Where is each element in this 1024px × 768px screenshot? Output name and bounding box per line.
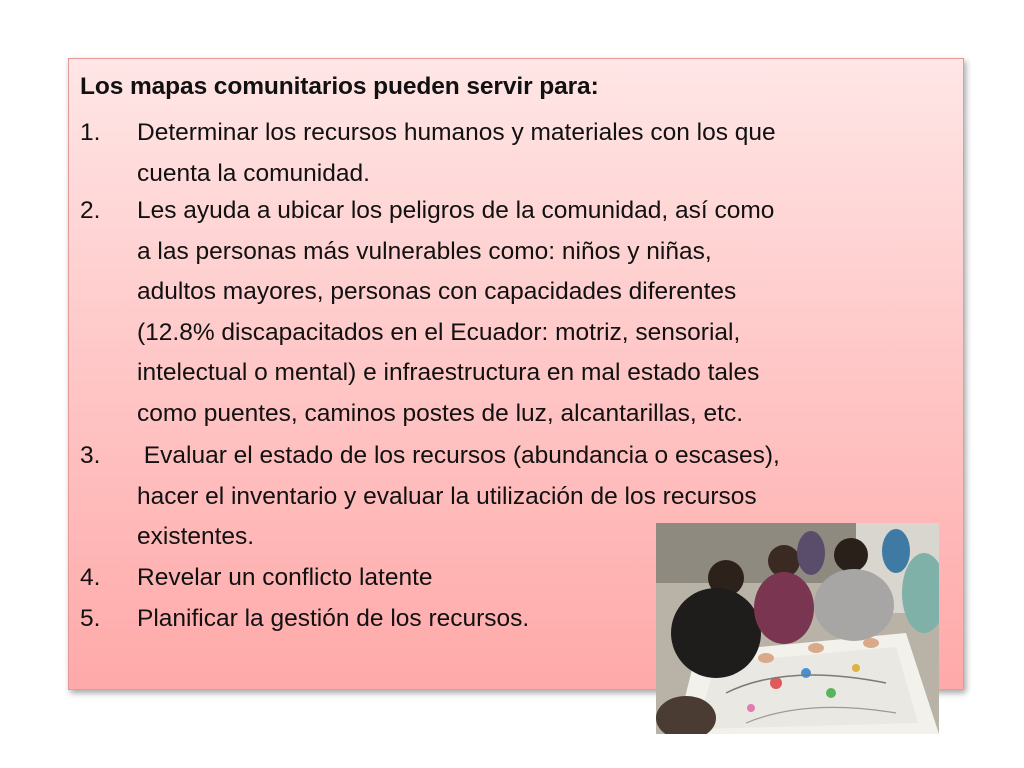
list-item-text: [137, 113, 776, 194]
list-item-line: hacer el inventario y evaluar la utilización de los recursos: [137, 482, 757, 510]
community-mapping-photo: [656, 523, 939, 734]
list-item-line: cuenta la comunidad.: [137, 159, 370, 187]
list-item-line: a las personas más vulnerables como: niños y niñas,: [137, 237, 712, 265]
list-item-line: Determinar los recursos humanos y materiales con los que: [137, 119, 776, 146]
list-item-number: 4.: [80, 564, 101, 591]
list-item-line: intelectual o mental) e infraestructura en mal estado tales: [137, 359, 760, 386]
list-item-line: Planificar la gestión de los recursos.: [137, 605, 530, 632]
list-item-text: [137, 558, 433, 599]
slide-heading: Los mapas comunitarios pueden servir para:: [80, 73, 599, 100]
list-item-text: [137, 599, 529, 640]
list-item-number: 5.: [80, 605, 101, 632]
list-item-line: existentes.: [137, 523, 255, 550]
list-item-line: (12.8% discapacitados en el Ecuador: motriz, sensorial,: [137, 318, 741, 346]
photo-illustration: [656, 523, 939, 734]
list-item-line: adultos mayores, personas con capacidades diferentes: [137, 278, 737, 305]
list-item-line: Evaluar el estado de los recursos (abundancia o escases),: [137, 442, 780, 469]
list-item-text: [137, 191, 774, 434]
list-item-line: como puentes, caminos postes de luz, alcantarillas, etc.: [137, 399, 744, 427]
list-item-number: 1.: [80, 119, 101, 146]
list-item-line: Les ayuda a ubicar los peligros de la comunidad, así como: [137, 197, 775, 224]
list-item-number: 3.: [80, 442, 101, 469]
list-item-line: Revelar un conflicto latente: [137, 564, 433, 591]
list-item-number: 2.: [80, 197, 101, 224]
